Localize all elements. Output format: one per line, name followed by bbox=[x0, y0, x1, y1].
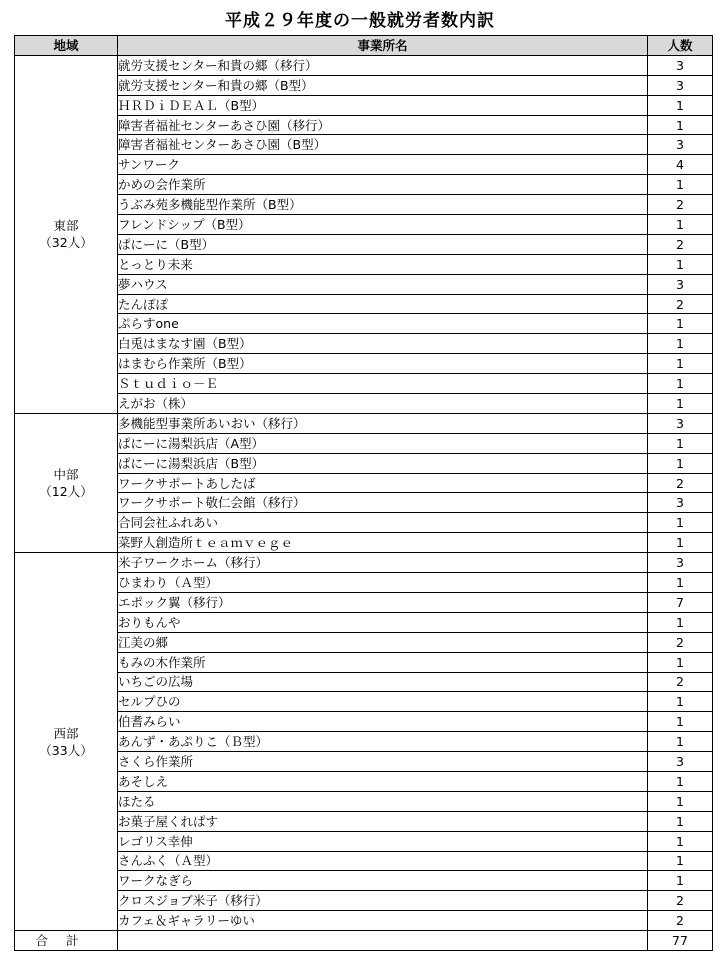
office-count: 2 bbox=[648, 672, 713, 692]
office-count: 2 bbox=[648, 195, 713, 215]
office-name: あんず・あぷりこ（Ｂ型） bbox=[118, 732, 648, 752]
table-row bbox=[15, 274, 713, 294]
office-name: いちごの広場 bbox=[118, 672, 648, 692]
table-row bbox=[15, 334, 713, 354]
office-count: 3 bbox=[648, 413, 713, 433]
region-name: 東部 bbox=[53, 218, 79, 234]
office-name: 就労支援センター和貴の郷（B型） bbox=[118, 75, 648, 95]
office-count: 1 bbox=[648, 115, 713, 135]
office-count: 3 bbox=[648, 752, 713, 772]
office-count: 1 bbox=[648, 354, 713, 374]
table-row bbox=[15, 453, 713, 473]
table-row bbox=[15, 394, 713, 414]
table-row bbox=[15, 652, 713, 672]
office-name: ワークなぎら bbox=[118, 871, 648, 891]
table-row bbox=[15, 712, 713, 732]
table-row bbox=[15, 493, 713, 513]
office-name: 障害者福祉センターあさひ園（移行） bbox=[118, 115, 648, 135]
office-count: 1 bbox=[648, 712, 713, 732]
office-name: あそしえ bbox=[118, 771, 648, 791]
table-row bbox=[15, 592, 713, 612]
table-row bbox=[15, 533, 713, 553]
office-name: 夢ハウス bbox=[118, 274, 648, 294]
header-region: 地域 bbox=[15, 36, 118, 56]
region-subtotal: （12人） bbox=[39, 484, 93, 500]
office-name: カフェ＆ギャラリーゆい bbox=[118, 911, 648, 931]
office-count: 1 bbox=[648, 851, 713, 871]
table-row bbox=[15, 891, 713, 911]
office-name: うぶみ苑多機能型作業所（B型） bbox=[118, 195, 648, 215]
table-row bbox=[15, 851, 713, 871]
office-name: サンワーク bbox=[118, 155, 648, 175]
employment-table bbox=[14, 35, 713, 951]
region-name: 西部 bbox=[53, 725, 79, 741]
region-cell bbox=[15, 553, 118, 931]
region-name: 中部 bbox=[53, 467, 79, 483]
table-row bbox=[15, 175, 713, 195]
table-row bbox=[15, 294, 713, 314]
office-count: 1 bbox=[648, 513, 713, 533]
office-name: ワークサポートあしたば bbox=[118, 473, 648, 493]
office-count: 1 bbox=[648, 334, 713, 354]
table-row bbox=[15, 692, 713, 712]
table-row bbox=[15, 553, 713, 573]
total-value: 77 bbox=[648, 931, 713, 951]
table-row bbox=[15, 254, 713, 274]
office-count: 3 bbox=[648, 274, 713, 294]
table-row bbox=[15, 195, 713, 215]
total-label: 合計 bbox=[15, 931, 118, 951]
office-count: 1 bbox=[648, 771, 713, 791]
office-count: 1 bbox=[648, 692, 713, 712]
table-row bbox=[15, 573, 713, 593]
office-name: レゴリス幸伸 bbox=[118, 831, 648, 851]
office-count: 1 bbox=[648, 254, 713, 274]
page-title: 平成２９年度の一般就労者数内訳 bbox=[225, 11, 495, 31]
table-row bbox=[15, 135, 713, 155]
table-row bbox=[15, 95, 713, 115]
table-body bbox=[15, 55, 713, 930]
office-count: 1 bbox=[648, 374, 713, 394]
table-row bbox=[15, 911, 713, 931]
table-row bbox=[15, 612, 713, 632]
office-count: 1 bbox=[648, 732, 713, 752]
table-row bbox=[15, 791, 713, 811]
office-count: 3 bbox=[648, 553, 713, 573]
office-name: Ｓｔｕｄｉｏ－Ｅ bbox=[118, 374, 648, 394]
table-row bbox=[15, 75, 713, 95]
office-count: 3 bbox=[648, 135, 713, 155]
office-count: 4 bbox=[648, 155, 713, 175]
office-name: ぱにーに湯梨浜店（B型） bbox=[118, 453, 648, 473]
office-name: ほたる bbox=[118, 791, 648, 811]
office-name: 多機能型事業所あいおい（移行） bbox=[118, 413, 648, 433]
office-name: ぱにーに（B型） bbox=[118, 234, 648, 254]
office-name: たんぽぽ bbox=[118, 294, 648, 314]
office-name: ＨＲＤｉＤＥＡＬ（B型） bbox=[118, 95, 648, 115]
table-row bbox=[15, 55, 713, 75]
office-count: 7 bbox=[648, 592, 713, 612]
region-subtotal: （33人） bbox=[39, 742, 93, 758]
table-row bbox=[15, 115, 713, 135]
table-row bbox=[15, 155, 713, 175]
office-name: 障害者福祉センターあさひ園（B型） bbox=[118, 135, 648, 155]
region-subtotal: （32人） bbox=[39, 235, 93, 251]
table-row bbox=[15, 771, 713, 791]
office-count: 1 bbox=[648, 573, 713, 593]
table-row bbox=[15, 374, 713, 394]
table-row bbox=[15, 672, 713, 692]
header-row bbox=[15, 36, 713, 56]
office-count: 1 bbox=[648, 453, 713, 473]
table-row bbox=[15, 473, 713, 493]
office-name: さんふく（Ａ型） bbox=[118, 851, 648, 871]
table-row bbox=[15, 433, 713, 453]
table-row bbox=[15, 752, 713, 772]
office-count: 3 bbox=[648, 55, 713, 75]
office-count: 1 bbox=[648, 791, 713, 811]
office-name: とっとり未来 bbox=[118, 254, 648, 274]
office-count: 1 bbox=[648, 831, 713, 851]
table-row bbox=[15, 732, 713, 752]
table-row bbox=[15, 513, 713, 533]
header-count: 人数 bbox=[648, 36, 713, 56]
office-count: 1 bbox=[648, 871, 713, 891]
office-name: さくら作業所 bbox=[118, 752, 648, 772]
office-name: 就労支援センター和貴の郷（移行） bbox=[118, 55, 648, 75]
office-count: 1 bbox=[648, 175, 713, 195]
office-count: 1 bbox=[648, 811, 713, 831]
office-name: クロスジョブ米子（移行） bbox=[118, 891, 648, 911]
office-count: 1 bbox=[648, 533, 713, 553]
office-name: 合同会社ふれあい bbox=[118, 513, 648, 533]
office-name: 江美の郷 bbox=[118, 632, 648, 652]
table-row bbox=[15, 632, 713, 652]
office-name: ぷらすone bbox=[118, 314, 648, 334]
header-office: 事業所名 bbox=[118, 36, 648, 56]
office-name: 菜野人創造所ｔｅａｍｖｅｇｅ bbox=[118, 533, 648, 553]
office-name: 米子ワークホーム（移行） bbox=[118, 553, 648, 573]
office-name: ひまわり（Ａ型） bbox=[118, 573, 648, 593]
office-name: エポック翼（移行） bbox=[118, 592, 648, 612]
office-count: 2 bbox=[648, 473, 713, 493]
region-cell bbox=[15, 413, 118, 552]
office-count: 1 bbox=[648, 95, 713, 115]
office-count: 3 bbox=[648, 75, 713, 95]
office-name: えがお（株） bbox=[118, 394, 648, 414]
office-count: 1 bbox=[648, 215, 713, 235]
office-name: セルプひの bbox=[118, 692, 648, 712]
office-count: 2 bbox=[648, 234, 713, 254]
office-name: フレンドシップ（B型） bbox=[118, 215, 648, 235]
office-count: 1 bbox=[648, 612, 713, 632]
table-row bbox=[15, 314, 713, 334]
office-name: はまむら作業所（B型） bbox=[118, 354, 648, 374]
table-row bbox=[15, 811, 713, 831]
table-row bbox=[15, 871, 713, 891]
office-name: 白兎はまなす園（B型） bbox=[118, 334, 648, 354]
office-name: ぱにーに湯梨浜店（A型） bbox=[118, 433, 648, 453]
office-count: 1 bbox=[648, 314, 713, 334]
region-cell bbox=[15, 55, 118, 413]
office-name: おりもんや bbox=[118, 612, 648, 632]
table-row bbox=[15, 413, 713, 433]
table-row bbox=[15, 234, 713, 254]
office-count: 1 bbox=[648, 652, 713, 672]
office-name: ワークサポート敬仁会館（移行） bbox=[118, 493, 648, 513]
office-count: 3 bbox=[648, 493, 713, 513]
total-row bbox=[15, 931, 713, 951]
office-count: 2 bbox=[648, 632, 713, 652]
table-row bbox=[15, 215, 713, 235]
table-row bbox=[15, 831, 713, 851]
office-count: 2 bbox=[648, 891, 713, 911]
office-name: もみの木作業所 bbox=[118, 652, 648, 672]
office-name: お菓子屋くれぱす bbox=[118, 811, 648, 831]
office-count: 1 bbox=[648, 433, 713, 453]
total-spacer bbox=[118, 931, 648, 951]
table-row bbox=[15, 354, 713, 374]
office-name: かめの会作業所 bbox=[118, 175, 648, 195]
office-count: 2 bbox=[648, 911, 713, 931]
office-count: 1 bbox=[648, 394, 713, 414]
office-count: 2 bbox=[648, 294, 713, 314]
office-name: 伯耆みらい bbox=[118, 712, 648, 732]
